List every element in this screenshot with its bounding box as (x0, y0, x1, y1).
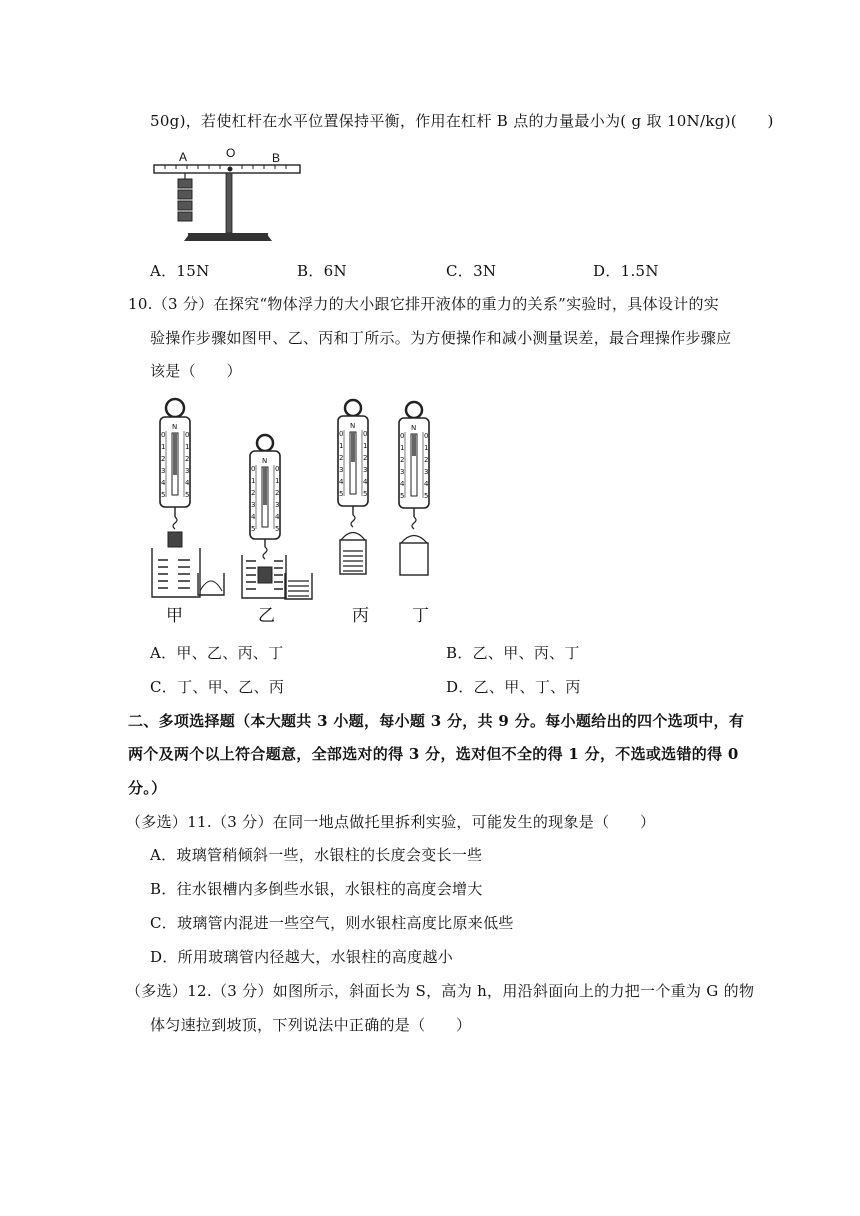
yi-mark-5-left: 5 (251, 525, 256, 533)
bing-mark-3-left: 3 (339, 466, 344, 474)
jia-mark-5-right: 5 (185, 491, 190, 499)
section2-heading-line1: 二、多项选择题（本大题共 3 小题，每小题 3 分，共 9 分。每小题给出的四个选项中，有 (128, 712, 745, 730)
bing-mark-5-right: 5 (363, 490, 368, 498)
yi-mark-1-left: 1 (251, 477, 256, 485)
q9-option-d: D．1.5N (593, 262, 659, 280)
spring-scale-ding (399, 402, 429, 575)
jia-mark-5-left: 5 (161, 491, 166, 499)
bing-mark-2-left: 2 (339, 454, 344, 462)
yi-mark-4-left: 4 (251, 513, 256, 521)
bing-mark-0-right: 0 (363, 430, 368, 438)
bing-mark-3-right: 3 (363, 466, 368, 474)
jia-mark-2-right: 2 (185, 455, 190, 463)
q10-option-b: B．乙、甲、丙、丁 (446, 644, 580, 662)
jia-mark-1-right: 1 (185, 443, 190, 451)
q12-stem-line2: 体匀速拉到坡顶，下列说法中正确的是（ ） (150, 1016, 472, 1034)
q11-option-d: D．所用玻璃管内径越大，水银柱的高度越小 (150, 948, 454, 966)
figure-label-yi: 乙 (258, 606, 275, 626)
q9-option-b: B．6N (297, 262, 347, 280)
ding-mark-1-right: 1 (424, 444, 429, 452)
lever-label-a: A (179, 150, 188, 164)
figure-label-ding: 丁 (412, 606, 429, 626)
yi-unit: N (262, 457, 268, 465)
figure-label-jia: 甲 (166, 606, 183, 626)
q9-option-a: A．15N (150, 262, 210, 280)
q12-stem-line1: （多选）12.（3 分）如图所示，斜面长为 S，高为 h，用沿斜面向上的力把一个重为 G 的物 (126, 982, 755, 1000)
yi-mark-2-left: 2 (251, 489, 256, 497)
yi-mark-5-right: 5 (275, 525, 280, 533)
yi-mark-0-left: 0 (251, 465, 256, 473)
yi-mark-0-right: 0 (275, 465, 280, 473)
section2-heading-line2: 两个及两个以上符合题意，全部选对的得 3 分，选对但不全的得 1 分，不选或选错的得 0 (128, 745, 739, 763)
yi-mark-3-left: 3 (251, 501, 256, 509)
ding-unit: N (411, 424, 417, 432)
figure-label-bing: 丙 (352, 606, 369, 626)
bing-mark-4-right: 4 (363, 478, 368, 486)
jia-unit: N (172, 423, 178, 431)
bing-unit: N (350, 422, 356, 430)
jia-mark-4-right: 4 (185, 479, 190, 487)
spring-scale-jia (152, 399, 224, 597)
jia-mark-3-left: 3 (161, 467, 166, 475)
spring-scale-yi (242, 435, 312, 599)
bing-mark-0-left: 0 (339, 430, 344, 438)
q11-option-a: A．玻璃管稍倾斜一些，水银柱的长度会变长一些 (150, 846, 483, 864)
yi-mark-3-right: 3 (275, 501, 280, 509)
bing-mark-5-left: 5 (339, 490, 344, 498)
spring-scale-bing (338, 400, 368, 574)
q10-option-a: A．甲、乙、丙、丁 (150, 644, 284, 662)
q11-stem: （多选）11.（3 分）在同一地点做托里拆利实验，可能发生的现象是（ ） (126, 813, 656, 831)
lever-label-b: B (272, 151, 281, 165)
q11-option-b: B．往水银槽内多倒些水银，水银柱的高度会增大 (150, 880, 483, 898)
jia-mark-1-left: 1 (161, 443, 166, 451)
q10-stem-line1: 10.（3 分）在探究“物体浮力的大小跟它排开液体的重力的关系”实验时，具体设计的实 (128, 295, 720, 313)
bing-mark-4-left: 4 (339, 478, 344, 486)
ding-mark-0-right: 0 (424, 432, 429, 440)
ding-mark-2-right: 2 (424, 456, 429, 464)
jia-mark-0-right: 0 (185, 431, 190, 439)
ding-mark-3-left: 3 (400, 468, 405, 476)
ding-mark-4-left: 4 (400, 480, 405, 488)
q11-option-c: C．玻璃管内混进一些空气，则水银柱高度比原来低些 (150, 914, 514, 932)
ding-mark-3-right: 3 (424, 468, 429, 476)
q10-option-d: D．乙、甲、丁、丙 (446, 678, 581, 696)
q10-option-c: C．丁、甲、乙、丙 (150, 678, 285, 696)
q9-stem-end: 50g)，若使杠杆在水平位置保持平衡，作用在杠杆 B 点的力量最小为( g 取 10N/kg)( ) (150, 112, 774, 130)
ding-mark-5-right: 5 (424, 492, 429, 500)
q9-option-c: C．3N (446, 262, 497, 280)
ding-mark-2-left: 2 (400, 456, 405, 464)
jia-mark-4-left: 4 (161, 479, 166, 487)
yi-mark-2-right: 2 (275, 489, 280, 497)
spring-scale-figure (140, 395, 450, 630)
yi-mark-1-right: 1 (275, 477, 280, 485)
section2-heading-line3: 分。） (128, 779, 167, 797)
yi-mark-4-right: 4 (275, 513, 280, 521)
jia-mark-0-left: 0 (161, 431, 166, 439)
lever-figure (140, 145, 310, 245)
lever-label-o: O (226, 146, 236, 160)
ding-mark-1-left: 1 (400, 444, 405, 452)
jia-mark-2-left: 2 (161, 455, 166, 463)
q10-stem-line3: 该是（ ） (150, 362, 242, 380)
ding-mark-4-right: 4 (424, 480, 429, 488)
q10-stem-line2: 验操作步骤如图甲、乙、丙和丁所示。为方便操作和减小测量误差，最合理操作步骤应 (150, 329, 732, 347)
jia-mark-3-right: 3 (185, 467, 190, 475)
bing-mark-2-right: 2 (363, 454, 368, 462)
ding-mark-0-left: 0 (400, 432, 405, 440)
bing-mark-1-right: 1 (363, 442, 368, 450)
ding-mark-5-left: 5 (400, 492, 405, 500)
bing-mark-1-left: 1 (339, 442, 344, 450)
